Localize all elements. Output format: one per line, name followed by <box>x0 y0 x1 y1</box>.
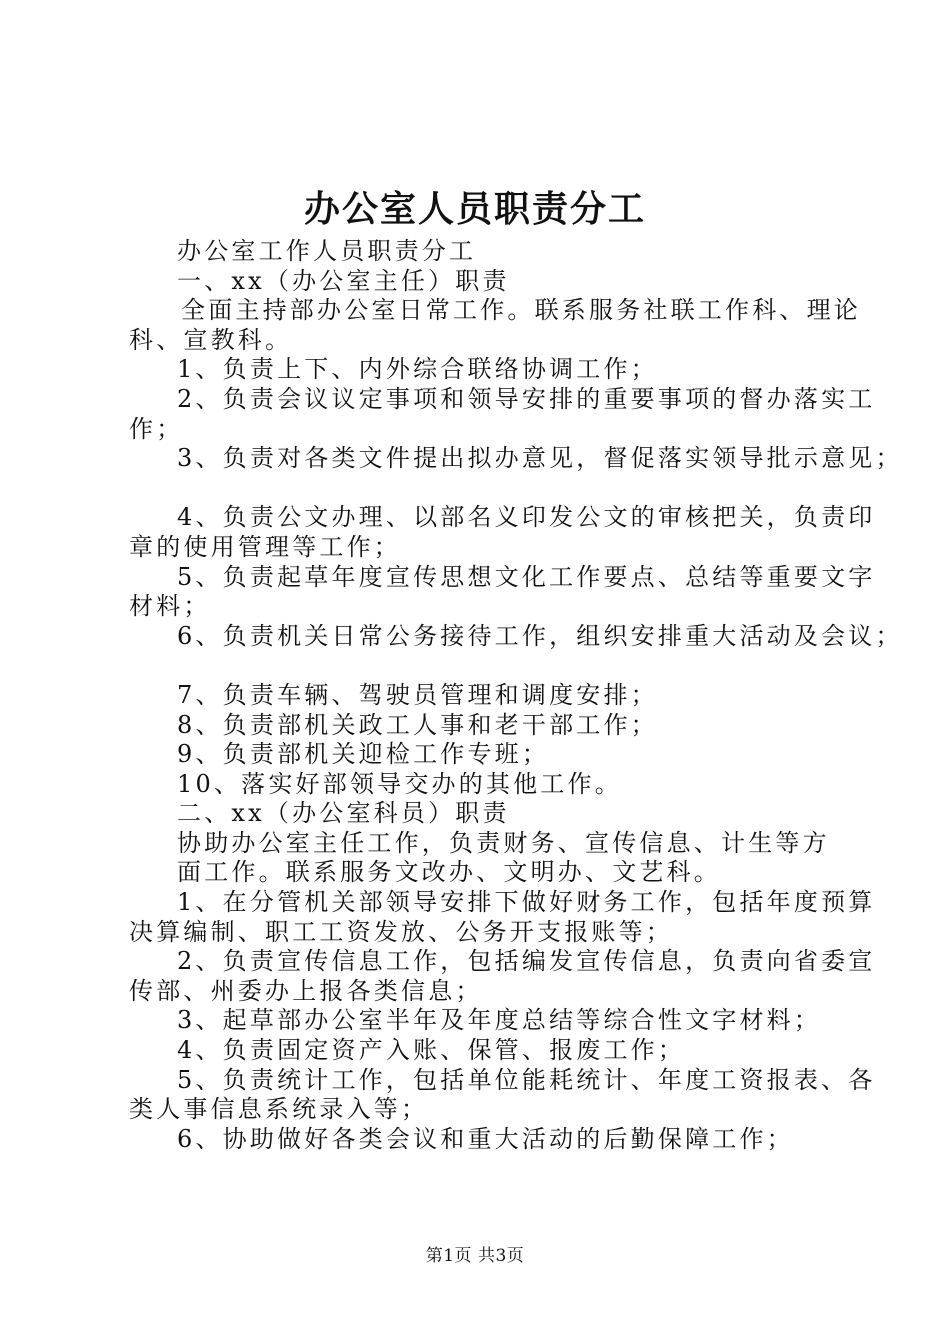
list-item-continuation: 作； <box>129 414 184 443</box>
document-body <box>129 237 903 1154</box>
list-item: 2、负责会议议定事项和领导安排的重要事项的督办落实工 <box>177 384 876 413</box>
list-item: 4、负责公文办理、以部名义印发公文的审核把关，负责印 <box>177 503 876 532</box>
list-item-continuation: 材料； <box>129 592 211 621</box>
list-item: 1、在分管机关部领导安排下做好财务工作，包括年度预算 <box>177 888 876 917</box>
list-item: 9、负责部机关迎检工作专班； <box>177 740 550 769</box>
list-item: 5、负责统计工作，包括单位能耗统计、年度工资报表、各 <box>177 1065 876 1094</box>
document-title: 办公室人员职责分工 <box>303 188 646 230</box>
list-item: 4、负责固定资产入账、保管、报废工作； <box>177 1036 686 1065</box>
section-heading-2: 二、xx（办公室科员）职责 <box>177 799 510 828</box>
paragraph-line: 全面主持部办公室日常工作。联系服务社联工作科、理论 <box>181 296 861 325</box>
list-item: 7、负责车辆、驾驶员管理和调度安排； <box>177 680 658 709</box>
list-item: 10、落实好部领导交办的其他工作。 <box>177 769 622 798</box>
list-item: 5、负责起草年度宣传思想文化工作要点、总结等重要文字 <box>177 562 876 591</box>
blank-line <box>129 651 841 681</box>
list-item: 1、负责上下、内外综合联络协调工作； <box>177 355 658 384</box>
list-item-continuation: 章的使用管理等工作； <box>129 532 401 561</box>
list-item-continuation: 决算编制、职工工资发放、公务开支报账等； <box>129 917 673 946</box>
section-heading-1: 一、xx（办公室主任）职责 <box>177 266 510 295</box>
list-item: 8、负责部机关政工人事和老干部工作； <box>177 710 658 739</box>
blank-line <box>129 474 841 504</box>
list-item: 6、协助做好各类会议和重大活动的后勤保障工作； <box>177 1124 794 1153</box>
page-number-footer: 第1页 共3页 <box>425 1246 525 1266</box>
list-item-continuation: 传部、州委办上报各类信息； <box>129 976 483 1005</box>
list-item: 3、起草部办公室半年及年度总结等综合性文字材料； <box>177 1006 822 1035</box>
list-item: 3、负责对各类文件提出拟办意见，督促落实领导批示意见； <box>177 444 903 473</box>
paragraph-line: 协助办公室主任工作，负责财务、宣传信息、计生等方 <box>177 828 830 857</box>
paragraph-line: 面工作。联系服务文改办、文明办、文艺科。 <box>177 858 721 887</box>
subtitle-line: 办公室工作人员职责分工 <box>177 237 477 265</box>
paragraph-line: 科、宣教科。 <box>129 325 293 354</box>
list-item-continuation: 类人事信息系统录入等； <box>129 1095 429 1124</box>
list-item: 6、负责机关日常公务接待工作，组织安排重大活动及会议； <box>177 621 903 650</box>
list-item: 2、负责宣传信息工作，包括编发宣传信息，负责向省委宣 <box>177 947 876 976</box>
